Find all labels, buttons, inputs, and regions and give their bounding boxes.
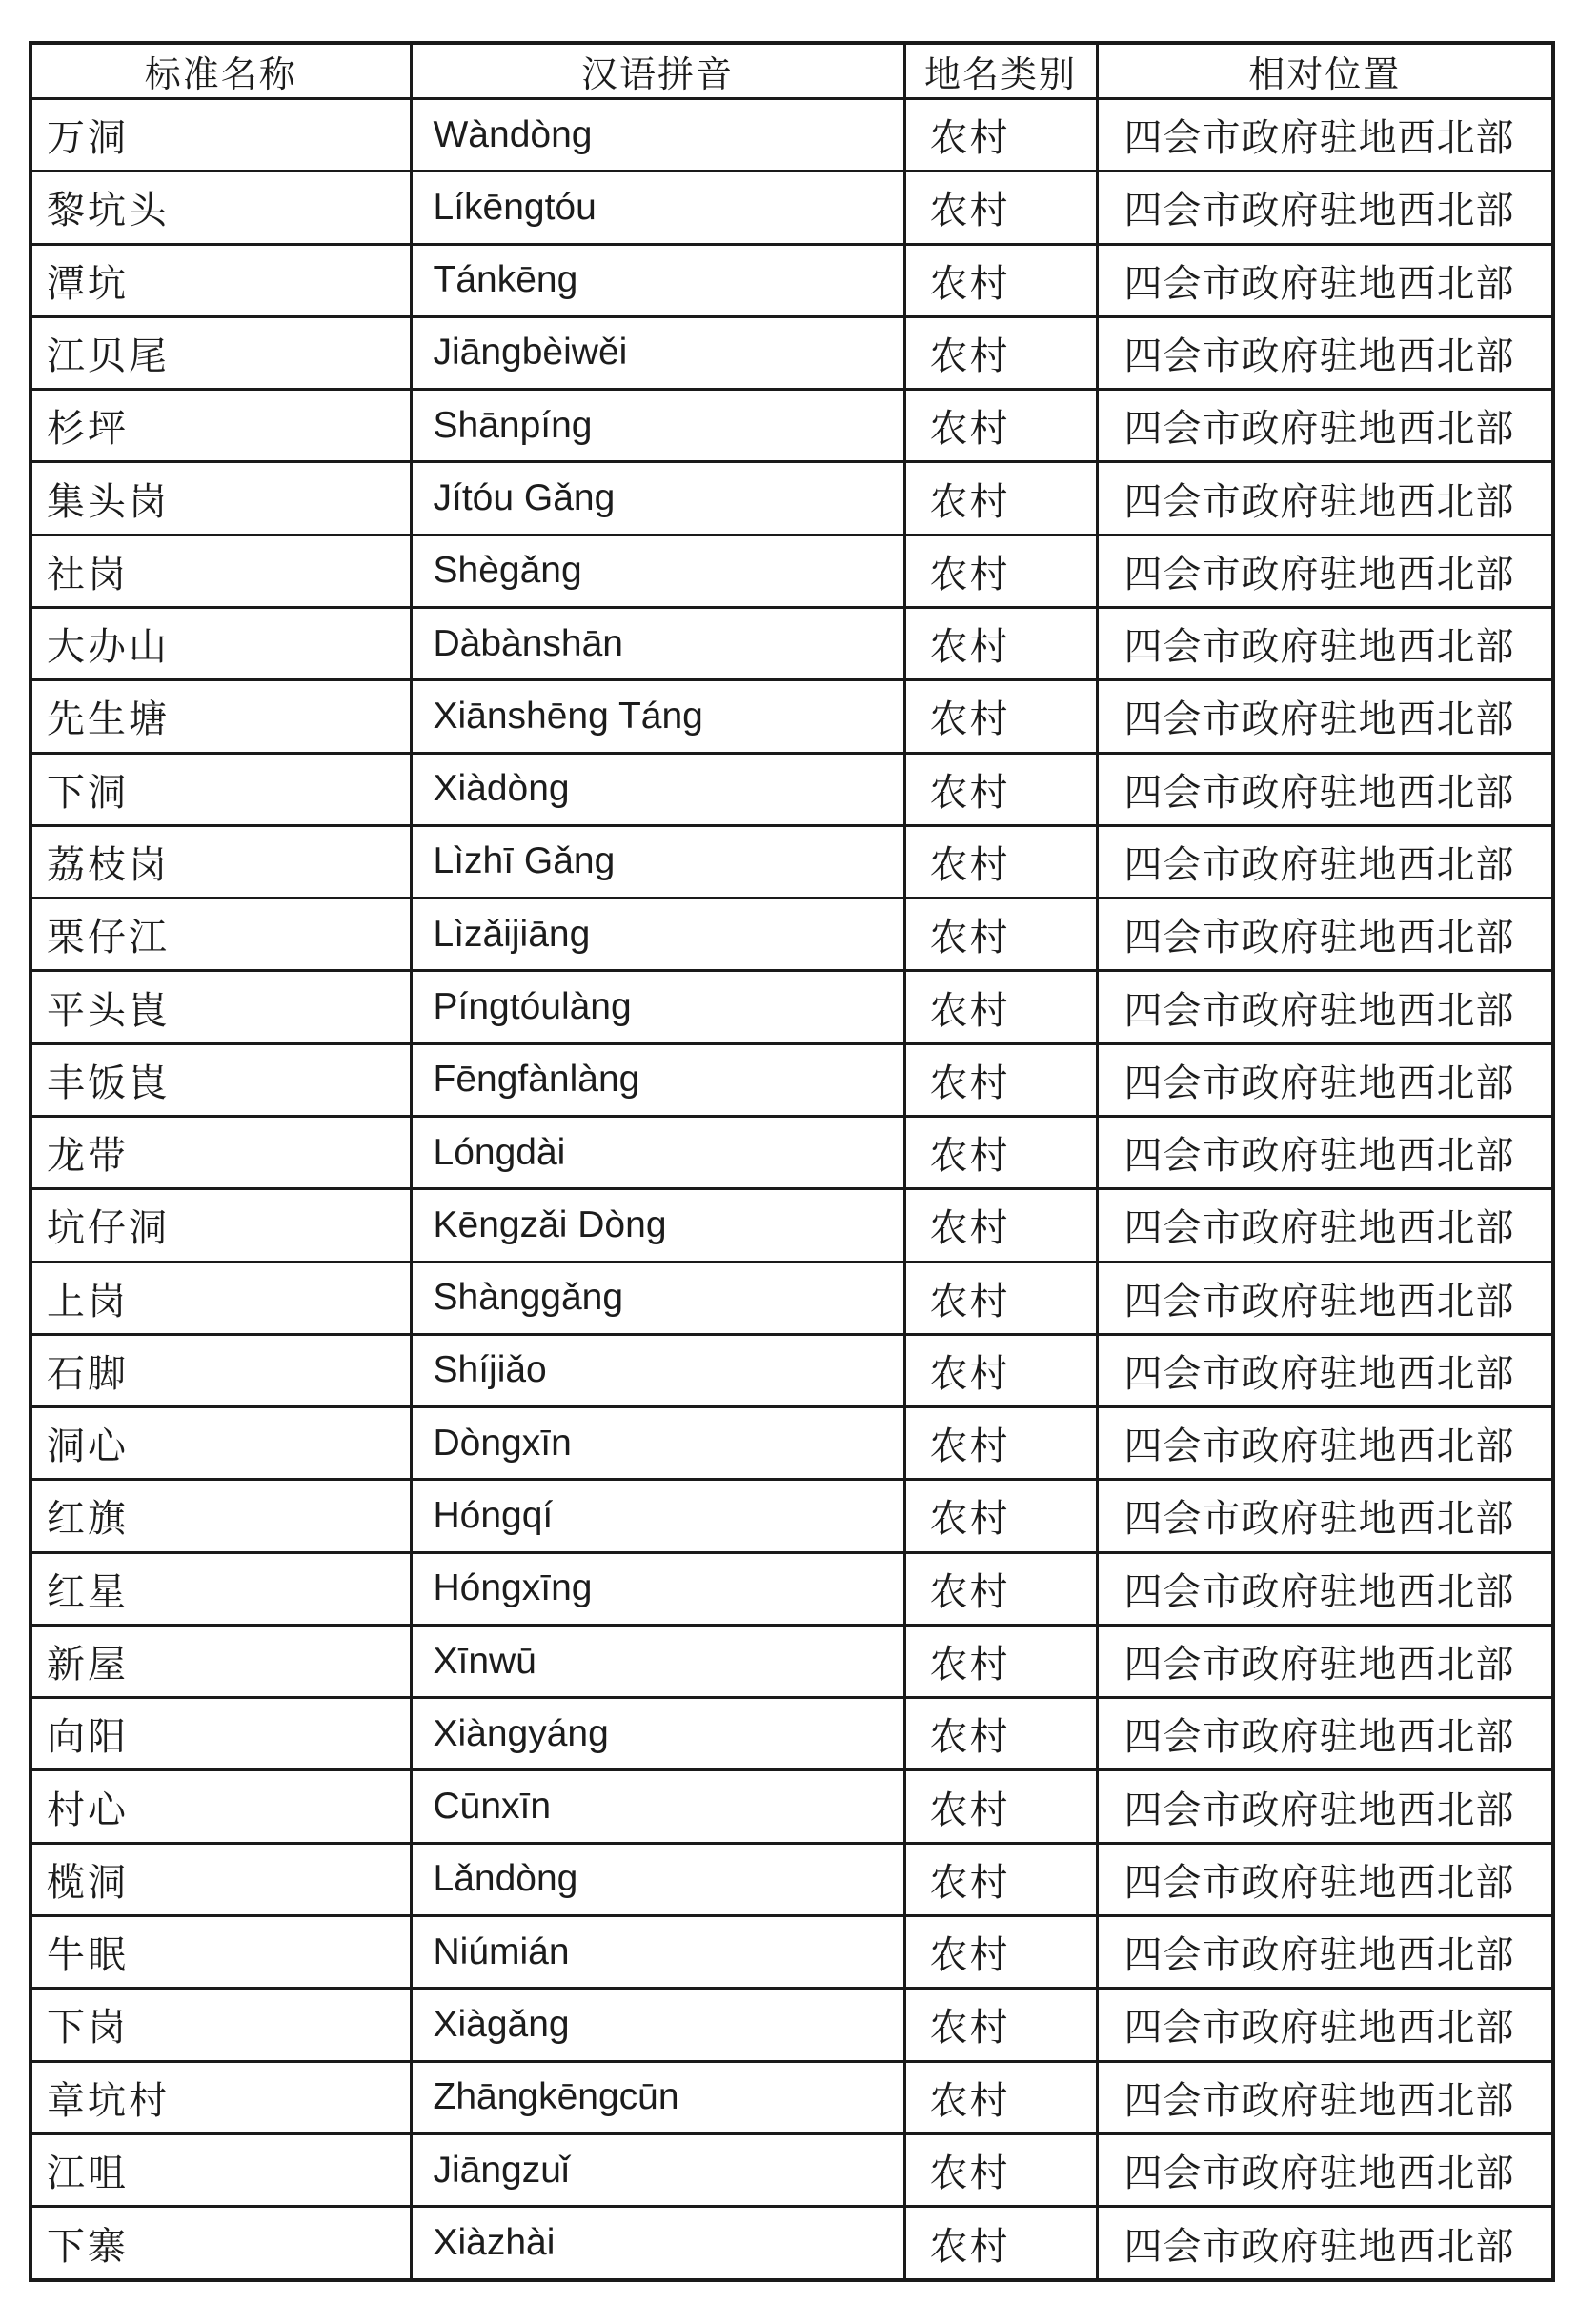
pinyin-cell: Lìzǎijiāng bbox=[411, 899, 904, 971]
pinyin-cell: Shègǎng bbox=[411, 535, 904, 607]
pinyin-cell: Cūnxīn bbox=[411, 1770, 904, 1843]
category-cell: 农村 bbox=[904, 1989, 1097, 2061]
standard-name-cell: 江贝尾 bbox=[30, 316, 411, 389]
standard-name-cell: 下岗 bbox=[30, 1989, 411, 2061]
position-cell: 四会市政府驻地西北部 bbox=[1097, 1625, 1553, 1697]
table-row bbox=[30, 99, 1553, 172]
pinyin-cell: Líkēngtóu bbox=[411, 172, 904, 244]
table-row bbox=[30, 825, 1553, 898]
position-cell: 四会市政府驻地西北部 bbox=[1097, 2207, 1553, 2280]
position-cell: 四会市政府驻地西北部 bbox=[1097, 1334, 1553, 1406]
table-row bbox=[30, 172, 1553, 244]
category-cell: 农村 bbox=[904, 1625, 1097, 1697]
category-cell: 农村 bbox=[904, 99, 1097, 172]
position-cell: 四会市政府驻地西北部 bbox=[1097, 1843, 1553, 1915]
position-cell: 四会市政府驻地西北部 bbox=[1097, 971, 1553, 1043]
standard-name-cell: 下寨 bbox=[30, 2207, 411, 2280]
standard-name-cell: 石脚 bbox=[30, 1334, 411, 1406]
pinyin-cell: Píngtóulàng bbox=[411, 971, 904, 1043]
col-header-position: 相对位置 bbox=[1097, 43, 1553, 99]
category-cell: 农村 bbox=[904, 1116, 1097, 1188]
standard-name-cell: 坑仔洞 bbox=[30, 1189, 411, 1262]
pinyin-cell: Xiàgǎng bbox=[411, 1989, 904, 2061]
standard-name-cell: 万洞 bbox=[30, 99, 411, 172]
col-header-standard-name: 标准名称 bbox=[30, 43, 411, 99]
category-cell: 农村 bbox=[904, 2061, 1097, 2133]
category-cell: 农村 bbox=[904, 390, 1097, 462]
category-cell: 农村 bbox=[904, 971, 1097, 1043]
pinyin-cell: Wàndòng bbox=[411, 99, 904, 172]
pinyin-cell: Niúmián bbox=[411, 1916, 904, 1989]
standard-name-cell: 丰饭崀 bbox=[30, 1043, 411, 1116]
pinyin-cell: Shíjiǎo bbox=[411, 1334, 904, 1406]
col-header-category: 地名类别 bbox=[904, 43, 1097, 99]
pinyin-cell: Jítóu Gǎng bbox=[411, 462, 904, 535]
category-cell: 农村 bbox=[904, 244, 1097, 316]
table-row bbox=[30, 1625, 1553, 1697]
category-cell: 农村 bbox=[904, 1334, 1097, 1406]
position-cell: 四会市政府驻地西北部 bbox=[1097, 1480, 1553, 1552]
category-cell: 农村 bbox=[904, 1698, 1097, 1770]
category-cell: 农村 bbox=[904, 607, 1097, 679]
table-row bbox=[30, 1698, 1553, 1770]
pinyin-cell: Hóngxīng bbox=[411, 1552, 904, 1625]
standard-name-cell: 红星 bbox=[30, 1552, 411, 1625]
standard-name-cell: 潭坑 bbox=[30, 244, 411, 316]
col-header-pinyin: 汉语拼音 bbox=[411, 43, 904, 99]
position-cell: 四会市政府驻地西北部 bbox=[1097, 1043, 1553, 1116]
position-cell: 四会市政府驻地西北部 bbox=[1097, 1989, 1553, 2061]
category-cell: 农村 bbox=[904, 535, 1097, 607]
pinyin-cell: Hóngqí bbox=[411, 1480, 904, 1552]
table-row bbox=[30, 1552, 1553, 1625]
position-cell: 四会市政府驻地西北部 bbox=[1097, 1770, 1553, 1843]
standard-name-cell: 牛眠 bbox=[30, 1916, 411, 1989]
category-cell: 农村 bbox=[904, 1043, 1097, 1116]
table-row bbox=[30, 1407, 1553, 1480]
standard-name-cell: 洞心 bbox=[30, 1407, 411, 1480]
standard-name-cell: 向阳 bbox=[30, 1698, 411, 1770]
pinyin-cell: Fēngfànlàng bbox=[411, 1043, 904, 1116]
table-row bbox=[30, 1116, 1553, 1188]
position-cell: 四会市政府驻地西北部 bbox=[1097, 1698, 1553, 1770]
category-cell: 农村 bbox=[904, 1262, 1097, 1334]
position-cell: 四会市政府驻地西北部 bbox=[1097, 244, 1553, 316]
place-names-table bbox=[29, 41, 1555, 2282]
standard-name-cell: 社岗 bbox=[30, 535, 411, 607]
header-row bbox=[30, 43, 1553, 99]
pinyin-cell: Xiàzhài bbox=[411, 2207, 904, 2280]
table-row bbox=[30, 1262, 1553, 1334]
pinyin-cell: Xīnwū bbox=[411, 1625, 904, 1697]
table-body bbox=[30, 99, 1553, 2281]
table-row bbox=[30, 535, 1553, 607]
position-cell: 四会市政府驻地西北部 bbox=[1097, 1916, 1553, 1989]
table-row bbox=[30, 1770, 1553, 1843]
table-row bbox=[30, 1916, 1553, 1989]
category-cell: 农村 bbox=[904, 1843, 1097, 1915]
table-row bbox=[30, 1043, 1553, 1116]
table-row bbox=[30, 680, 1553, 753]
table-row bbox=[30, 2207, 1553, 2280]
pinyin-cell: Xiàdòng bbox=[411, 753, 904, 825]
standard-name-cell: 大办山 bbox=[30, 607, 411, 679]
pinyin-cell: Shànggǎng bbox=[411, 1262, 904, 1334]
position-cell: 四会市政府驻地西北部 bbox=[1097, 753, 1553, 825]
category-cell: 农村 bbox=[904, 1552, 1097, 1625]
position-cell: 四会市政府驻地西北部 bbox=[1097, 899, 1553, 971]
pinyin-cell: Kēngzǎi Dòng bbox=[411, 1189, 904, 1262]
position-cell: 四会市政府驻地西北部 bbox=[1097, 172, 1553, 244]
position-cell: 四会市政府驻地西北部 bbox=[1097, 535, 1553, 607]
table-row bbox=[30, 244, 1553, 316]
table-row bbox=[30, 1843, 1553, 1915]
table-row bbox=[30, 2061, 1553, 2133]
position-cell: 四会市政府驻地西北部 bbox=[1097, 462, 1553, 535]
position-cell: 四会市政府驻地西北部 bbox=[1097, 316, 1553, 389]
standard-name-cell: 龙带 bbox=[30, 1116, 411, 1188]
table-row bbox=[30, 753, 1553, 825]
standard-name-cell: 新屋 bbox=[30, 1625, 411, 1697]
category-cell: 农村 bbox=[904, 899, 1097, 971]
position-cell: 四会市政府驻地西北部 bbox=[1097, 1552, 1553, 1625]
category-cell: 农村 bbox=[904, 2207, 1097, 2280]
category-cell: 农村 bbox=[904, 1189, 1097, 1262]
category-cell: 农村 bbox=[904, 172, 1097, 244]
pinyin-cell: Jiāngzuǐ bbox=[411, 2133, 904, 2206]
table-row bbox=[30, 316, 1553, 389]
pinyin-cell: Zhāngkēngcūn bbox=[411, 2061, 904, 2133]
pinyin-cell: Jiāngbèiwěi bbox=[411, 316, 904, 389]
standard-name-cell: 集头岗 bbox=[30, 462, 411, 535]
category-cell: 农村 bbox=[904, 1407, 1097, 1480]
table-row bbox=[30, 607, 1553, 679]
standard-name-cell: 荔枝岗 bbox=[30, 825, 411, 898]
table-row bbox=[30, 899, 1553, 971]
position-cell: 四会市政府驻地西北部 bbox=[1097, 1189, 1553, 1262]
pinyin-cell: Lóngdài bbox=[411, 1116, 904, 1188]
category-cell: 农村 bbox=[904, 1770, 1097, 1843]
table-row bbox=[30, 390, 1553, 462]
pinyin-cell: Lìzhī Gǎng bbox=[411, 825, 904, 898]
standard-name-cell: 榄洞 bbox=[30, 1843, 411, 1915]
table-row bbox=[30, 1189, 1553, 1262]
standard-name-cell: 下洞 bbox=[30, 753, 411, 825]
table-row bbox=[30, 1334, 1553, 1406]
standard-name-cell: 先生塘 bbox=[30, 680, 411, 753]
category-cell: 农村 bbox=[904, 462, 1097, 535]
position-cell: 四会市政府驻地西北部 bbox=[1097, 390, 1553, 462]
position-cell: 四会市政府驻地西北部 bbox=[1097, 99, 1553, 172]
position-cell: 四会市政府驻地西北部 bbox=[1097, 1116, 1553, 1188]
category-cell: 农村 bbox=[904, 825, 1097, 898]
category-cell: 农村 bbox=[904, 2133, 1097, 2206]
standard-name-cell: 红旗 bbox=[30, 1480, 411, 1552]
standard-name-cell: 杉坪 bbox=[30, 390, 411, 462]
standard-name-cell: 江咀 bbox=[30, 2133, 411, 2206]
standard-name-cell: 章坑村 bbox=[30, 2061, 411, 2133]
pinyin-cell: Tánkēng bbox=[411, 244, 904, 316]
pinyin-cell: Shānpíng bbox=[411, 390, 904, 462]
category-cell: 农村 bbox=[904, 680, 1097, 753]
table-row bbox=[30, 1480, 1553, 1552]
position-cell: 四会市政府驻地西北部 bbox=[1097, 2061, 1553, 2133]
pinyin-cell: Lǎndòng bbox=[411, 1843, 904, 1915]
table-row bbox=[30, 2133, 1553, 2206]
standard-name-cell: 平头崀 bbox=[30, 971, 411, 1043]
position-cell: 四会市政府驻地西北部 bbox=[1097, 1262, 1553, 1334]
position-cell: 四会市政府驻地西北部 bbox=[1097, 825, 1553, 898]
position-cell: 四会市政府驻地西北部 bbox=[1097, 607, 1553, 679]
standard-name-cell: 栗仔江 bbox=[30, 899, 411, 971]
table-row bbox=[30, 462, 1553, 535]
table-row bbox=[30, 1989, 1553, 2061]
pinyin-cell: Dòngxīn bbox=[411, 1407, 904, 1480]
pinyin-cell: Xiàngyáng bbox=[411, 1698, 904, 1770]
position-cell: 四会市政府驻地西北部 bbox=[1097, 1407, 1553, 1480]
position-cell: 四会市政府驻地西北部 bbox=[1097, 2133, 1553, 2206]
standard-name-cell: 上岗 bbox=[30, 1262, 411, 1334]
standard-name-cell: 黎坑头 bbox=[30, 172, 411, 244]
category-cell: 农村 bbox=[904, 1916, 1097, 1989]
pinyin-cell: Dàbànshān bbox=[411, 607, 904, 679]
category-cell: 农村 bbox=[904, 753, 1097, 825]
table-row bbox=[30, 971, 1553, 1043]
standard-name-cell: 村心 bbox=[30, 1770, 411, 1843]
pinyin-cell: Xiānshēng Táng bbox=[411, 680, 904, 753]
position-cell: 四会市政府驻地西北部 bbox=[1097, 680, 1553, 753]
category-cell: 农村 bbox=[904, 316, 1097, 389]
category-cell: 农村 bbox=[904, 1480, 1097, 1552]
